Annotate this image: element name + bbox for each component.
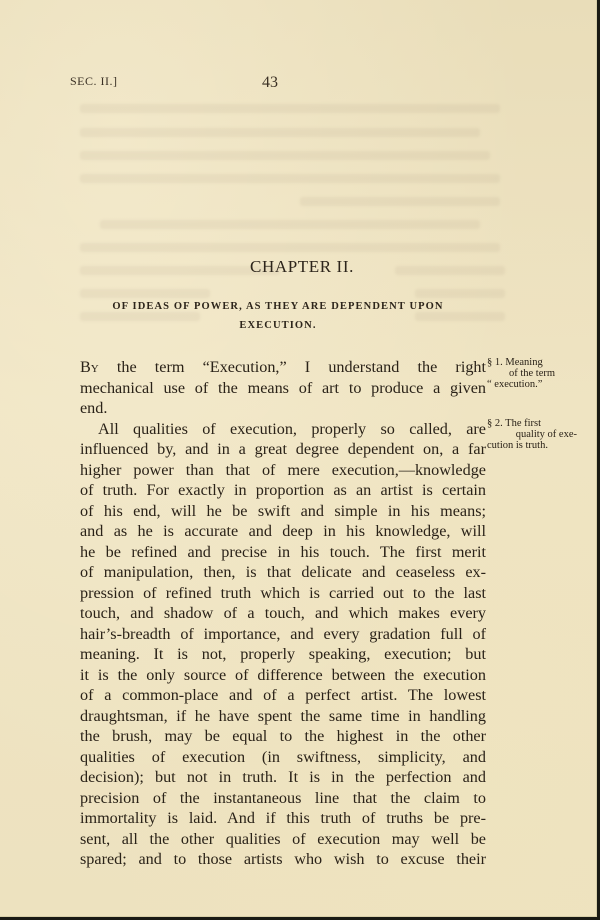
text-line: spared; and to those artists who wish to excuse their	[80, 850, 486, 868]
text-line: decision); but not in truth. It is in the perfection and	[80, 768, 486, 786]
text-line: touch, and shadow of a touch, and which makes every	[80, 604, 486, 622]
text-line: qualities of execution (in swiftness, simplicity, and	[80, 747, 486, 766]
sidenote-section-1	[487, 357, 577, 390]
text-line: immortality is laid. And if this truth of truths be pre-	[80, 809, 486, 827]
sidenote-line: of the term	[508, 368, 556, 379]
sidenote-line: § 1. Meaning	[487, 357, 543, 368]
bleed-through-line	[80, 151, 490, 160]
text-line: precision of the instantaneous line that the claim to	[80, 788, 486, 807]
chapter-subtitle	[78, 297, 478, 335]
text-line: higher power than that of mere execution,—knowledge	[80, 460, 486, 479]
text-line: influenced by, and in a great degree dependent on, a far	[80, 440, 486, 458]
sidenote-line: “ execution.”	[487, 379, 543, 390]
text-line: All qualities of execution, properly so called, are	[98, 419, 486, 438]
chapter-subtitle-line-2: EXECUTION.	[239, 320, 317, 331]
text-line: of his end, will he be swift and simple in his means;	[80, 501, 486, 520]
drop-word: By	[80, 358, 99, 376]
text-line: draughtsman, if he have spent the same time in handling	[80, 706, 486, 725]
bleed-through-line	[100, 220, 480, 229]
chapter-subtitle-line-1: OF IDEAS OF POWER, AS THEY ARE DEPENDENT UPON	[112, 301, 444, 312]
text-line: hair’s-breadth of importance, and every gradation full of	[80, 624, 486, 643]
text-line: pression of refined truth which is carried out to the last	[80, 583, 486, 602]
text-line: sent, all the other qualities of execution may well be	[80, 829, 486, 848]
bleed-through-line	[300, 197, 500, 206]
page-number: 43	[262, 74, 278, 91]
bleed-through-line	[80, 243, 500, 252]
text-line: he be refined and precise in his touch. The first merit	[80, 542, 486, 561]
chapter-title: CHAPTER II.	[250, 257, 354, 276]
text-line: mechanical use of the means of art to produce a given	[80, 378, 486, 397]
body-text	[80, 357, 486, 870]
text-line: of manipulation, then, is that delicate and ceaseless ex-	[80, 563, 486, 581]
text-line: of a common-place and of a perfect artist. The lowest	[80, 686, 486, 704]
sidenote-line: cution is truth.	[487, 440, 548, 451]
text-line: By the term “Execution,” I understand the right	[80, 358, 486, 376]
text-line: it is the only source of difference between the execution	[80, 665, 486, 684]
text-line: the brush, may be equal to the highest in the other	[80, 727, 486, 745]
sidenote-line: quality of exe-	[515, 429, 577, 440]
text-line: meaning. It is not, properly speaking, execution; but	[80, 645, 486, 663]
text-line: of truth. For exactly in proportion as an artist is certain	[80, 481, 486, 499]
running-head: SEC. II.]	[70, 74, 118, 88]
text-line: end.	[80, 399, 108, 417]
sidenote-line: § 2. The first	[487, 418, 542, 429]
bleed-through-line	[80, 104, 500, 113]
sidenote-section-2	[487, 418, 577, 451]
bleed-through-line	[80, 174, 500, 183]
bleed-through-line	[80, 128, 480, 137]
text-line: and as he is accurate and deep in his knowledge, will	[80, 522, 486, 540]
